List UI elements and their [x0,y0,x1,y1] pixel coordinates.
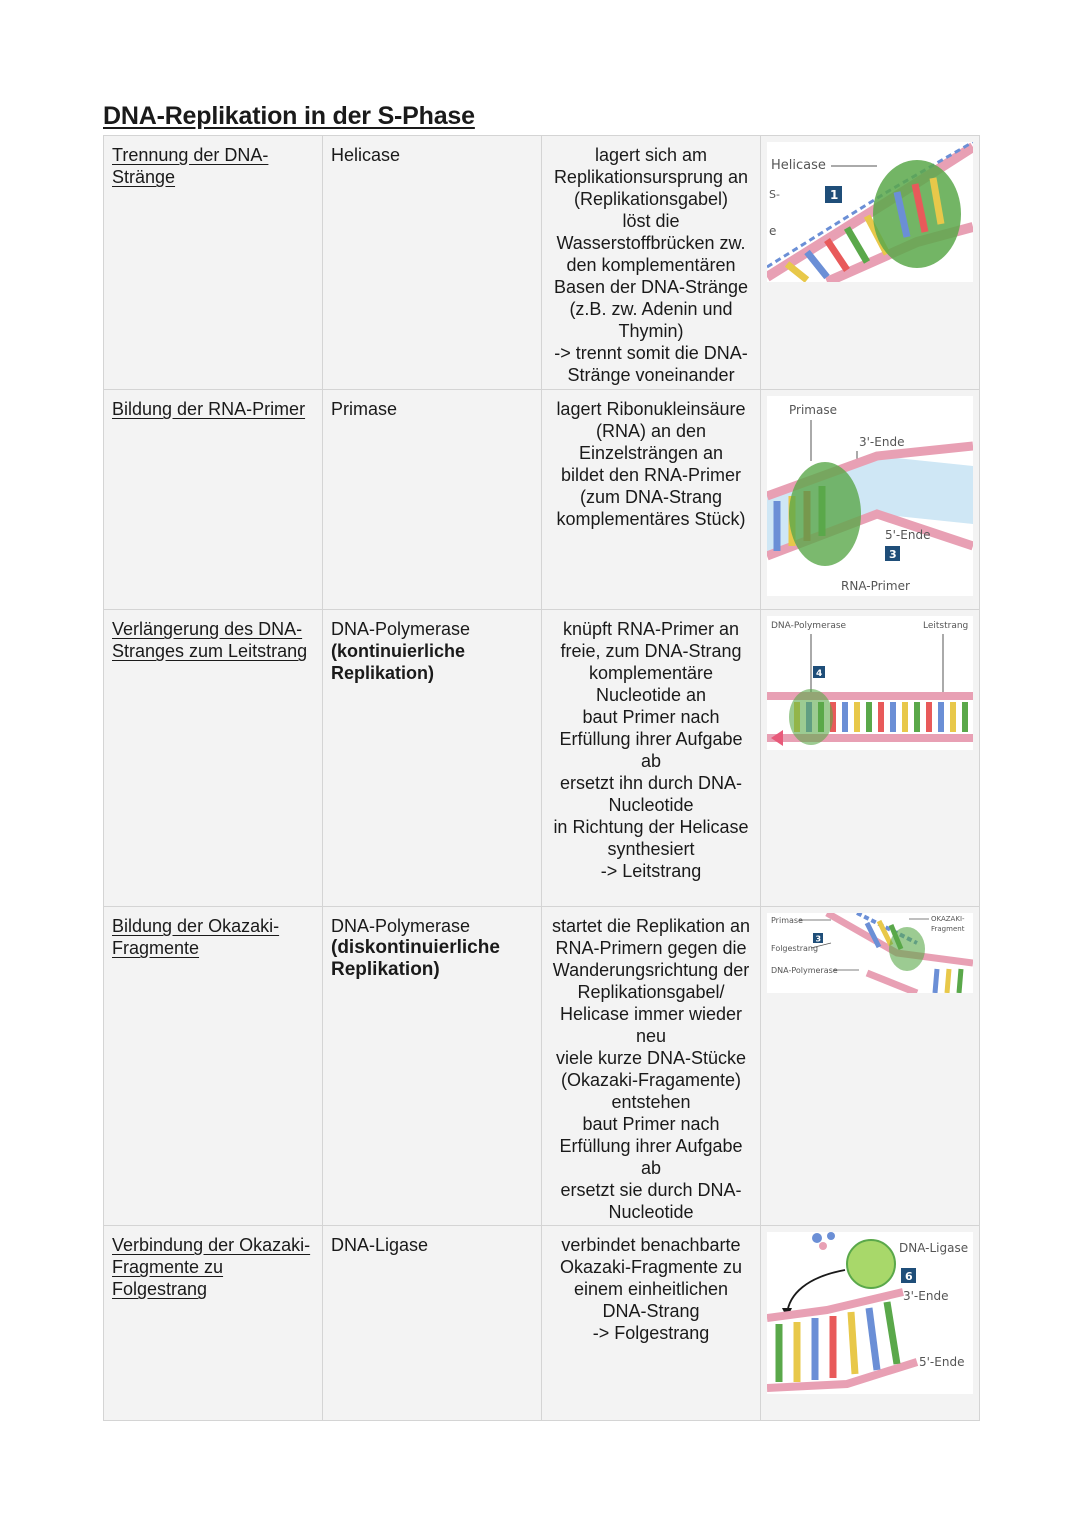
figure-label: Leitstrang [923,621,969,631]
figure-label: 5'-Ende [919,1355,965,1369]
description [542,907,760,1223]
description-line: Nucleotide [608,795,694,815]
helicase-illustration [767,142,973,282]
description-line: synthesiert [607,839,695,859]
description-line: baut Primer nach [582,1114,720,1134]
description-line: Replikationsgabel/ [577,982,725,1002]
ligase-enzyme [847,1240,895,1288]
description-line: Replikationsursprung an [553,167,749,187]
description-line: Okazaki-Fragmente zu [559,1257,743,1277]
step-title: Trennung der DNA-Stränge [112,145,269,187]
step-title: Bildung der Okazaki-Fragmente [112,916,280,958]
badge-number: 3 [889,548,897,561]
enzyme-name-text: DNA-Polymerase [331,619,471,639]
figure-label: OKAZAKI- [931,915,965,923]
enzyme-name [323,610,541,684]
figure-label: Primase [789,403,837,417]
ligase-figure [761,1226,979,1394]
description-line: Nucleotide [608,1202,694,1222]
description-line: Wasserstoffbrücken zw. [556,233,746,253]
description [542,610,760,882]
helicase-enzyme [873,160,961,268]
description-line: Erfüllung ihrer Aufgabe [559,729,743,749]
badge-number: 1 [830,188,839,202]
description-line: (zum DNA-Strang [579,487,723,507]
description-line: komplementäres Stück) [556,509,746,529]
enzyme-name [323,907,541,981]
leading-strand-illustration [767,616,973,750]
table-row [104,610,980,907]
description-line: Einzelsträngen an [578,443,724,463]
description-line: (z.B. zw. Adenin und [569,299,733,319]
description-line: den komplementären [566,255,736,275]
figure-label: RNA-Primer [841,579,910,593]
description-line: viele kurze DNA-Stücke [555,1048,747,1068]
polymerase-enzyme [889,927,925,971]
description-line: einem einheitlichen [573,1279,729,1299]
helicase-figure [761,136,979,282]
replication-type: (diskontinuierliche Replikation) [331,937,500,980]
description-line: komplementäre [588,663,714,683]
description-line: startet die Replikation an [551,916,751,936]
table-row [104,1226,980,1421]
description-line: baut Primer nach [582,707,720,727]
description-line: ersetzt sie durch DNA- [560,1180,742,1200]
enzyme-name-text: DNA-Polymerase [331,916,471,936]
description-line: Stränge voneinander [567,365,735,385]
replication-table [103,135,980,1421]
figure-label: Folgestrang [771,944,819,953]
primase-enzyme [789,462,861,566]
primase-illustration [767,396,973,596]
description-line: in Richtung der Helicase [553,817,749,837]
description-line: -> trennt somit die DNA- [554,343,748,363]
figure-label: 5'-Ende [885,528,931,542]
description-line: Erfüllung ihrer Aufgabe [559,1136,743,1156]
description-line: neu [635,1026,667,1046]
enzyme-name: DNA-Ligase [331,1235,429,1255]
description [542,136,760,386]
description-line: ab [640,751,662,771]
description-line: Wanderungsrichtung der [552,960,750,980]
figure-label: Fragment [931,925,965,933]
figure-label: DNA-Polymerase [771,966,838,975]
description-line: entstehen [611,1092,691,1112]
figure-label: DNA-Polymerase [771,621,847,631]
replication-type: (kontinuierliche Replikation) [331,641,466,683]
okazaki-illustration [767,913,973,993]
polymerase-enzyme [789,689,833,745]
description-line: (RNA) an den [595,421,707,441]
table-row [104,907,980,1226]
step-title: Verbindung der Okazaki-Fragmente zu Folgestrang [112,1235,311,1299]
polymerase-leading-figure [761,610,979,750]
badge-number: 3 [815,934,822,944]
ligase-illustration [767,1232,973,1394]
description-line: bildet den RNA-Primer [560,465,742,485]
figure-label: e [769,224,777,238]
figure-label: 3'-Ende [859,435,905,449]
description-line: knüpft RNA-Primer an [562,619,740,639]
description-line: RNA-Primern gegen die [555,938,747,958]
figure-label: Primase [771,916,803,925]
enzyme-name: Primase [331,399,398,419]
page-title: DNA-Replikation in der S-Phase [103,102,475,130]
description [542,1226,760,1344]
description-line: freie, zum DNA-Strang [560,641,742,661]
description-line: ersetzt ihn durch DNA- [559,773,743,793]
description-line: lagert sich am [594,145,708,165]
badge-number: 4 [816,669,823,679]
table-row [104,390,980,610]
description-line: -> Leitstrang [600,861,702,881]
badge-number: 6 [905,1270,913,1283]
description-line: Thymin) [618,321,684,341]
okazaki-figure [761,907,979,993]
figure-label: 3'-Ende [903,1289,949,1303]
description-line: (Okazaki-Fragamente) [560,1070,742,1090]
description-line: lagert Ribonukleinsäure [556,399,746,419]
description-line: -> Folgestrang [592,1323,710,1343]
description-line: Nucleotide an [595,685,707,705]
description-line: (Replikationsgabel) [573,189,729,209]
description-line: löst die [622,211,680,231]
description-line: DNA-Strang [602,1301,700,1321]
step-title: Bildung der RNA-Primer [112,399,306,419]
figure-label: S- [769,188,780,201]
description-line: Basen der DNA-Stränge [553,277,749,297]
enzyme-name: Helicase [331,145,401,165]
primase-figure [761,390,979,596]
description [542,390,760,530]
figure-label: DNA-Ligase [899,1241,969,1255]
description-line: ab [640,1158,662,1178]
table-row [104,136,980,390]
step-title: Verlängerung des DNA-Stranges zum Leitstrang [112,619,308,661]
description-line: Helicase immer wieder [559,1004,743,1024]
description-line: verbindet benachbarte [561,1235,741,1255]
figure-label: Helicase [771,158,826,173]
